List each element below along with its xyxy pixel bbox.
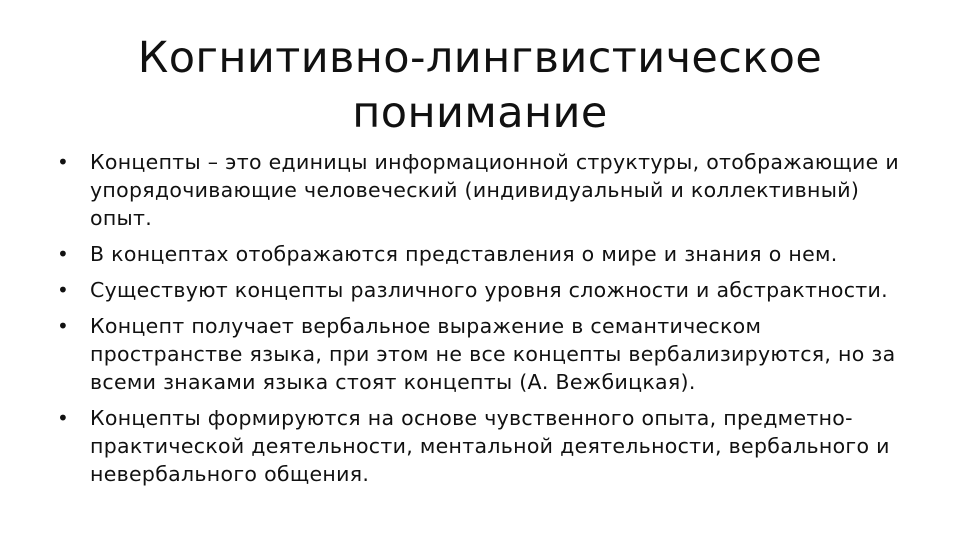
bullet-item <box>57 312 917 396</box>
bullet-marker: • <box>57 278 70 302</box>
bullet-text: Концепты формируются на основе чувственного опыта, предметно-практической деятельности, ментальной деятельности, вербального и невербального общения. <box>90 406 890 486</box>
bullet-text: В концептах отображаются представления о мире и знания о нем. <box>90 242 838 266</box>
bullet-marker: • <box>57 150 70 174</box>
bullet-item <box>57 240 917 268</box>
bullet-item <box>57 148 917 232</box>
bullet-list <box>57 148 917 496</box>
bullet-marker: • <box>57 242 70 266</box>
bullet-text: Концепты – это единицы информационной структуры, отображающие и упорядочивающие человеческий (индивидуальный и коллективный) опыт. <box>90 150 900 230</box>
bullet-marker: • <box>57 406 70 430</box>
bullet-text: Существуют концепты различного уровня сложности и абстрактности. <box>90 278 888 302</box>
bullet-marker: • <box>57 314 70 338</box>
bullet-item <box>57 404 917 488</box>
bullet-item <box>57 276 917 304</box>
bullet-text: Концепт получает вербальное выражение в семантическом пространстве языка, при этом не все концепты вербализируются, но за всеми знаками языка стоят концепты (А. Вежбицкая). <box>90 314 896 394</box>
slide-title: Когнитивно-лингвистическое понимание <box>137 33 823 138</box>
